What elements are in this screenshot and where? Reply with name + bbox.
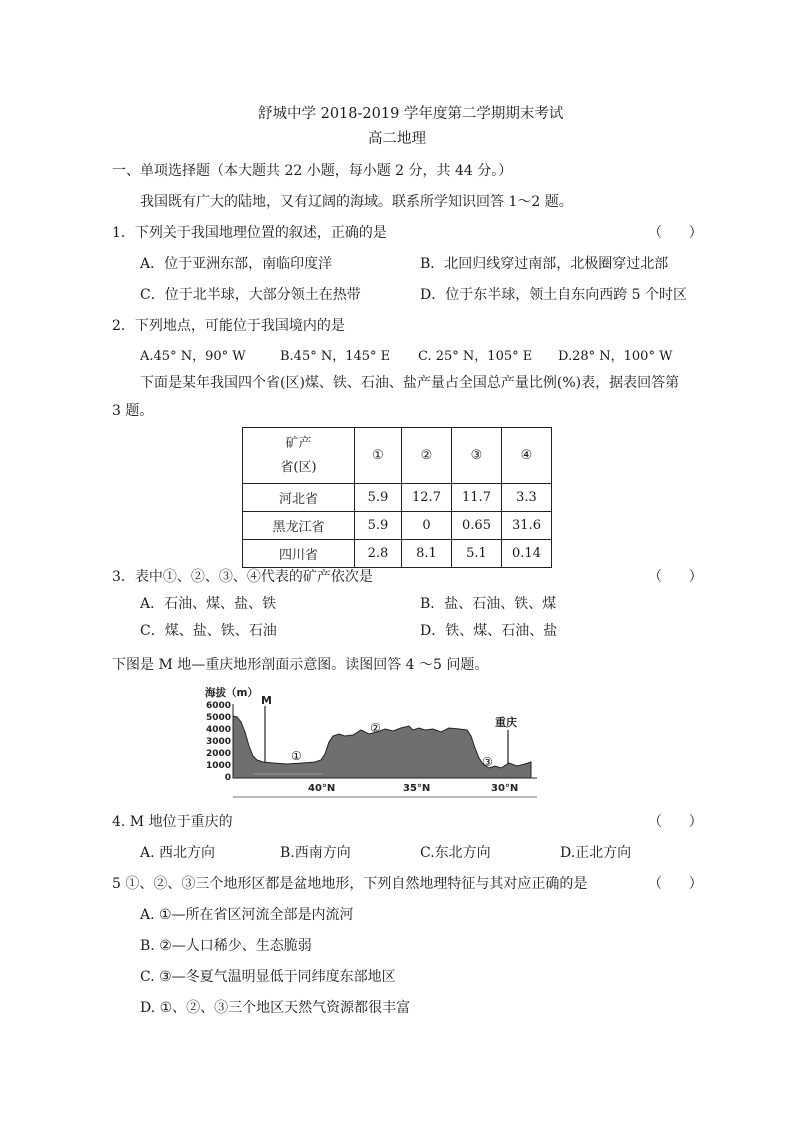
col-header: ④ bbox=[502, 428, 552, 484]
q3-option-b[interactable]: B．盐、石油、铁、煤 bbox=[420, 596, 557, 612]
table-cell: 8.1 bbox=[402, 540, 452, 568]
q4-option-a[interactable]: A. 西北方向 bbox=[140, 845, 216, 861]
table-header-corner bbox=[243, 428, 355, 484]
col-header: ① bbox=[355, 428, 402, 484]
intro-q3-line2: 3 题。 bbox=[112, 403, 154, 419]
region-1-label: ① bbox=[291, 749, 302, 763]
q3-answer-blank[interactable]: （ ） bbox=[648, 569, 703, 585]
q2-option-d[interactable]: D.28° N，100° W bbox=[558, 349, 673, 364]
profile-ytick: 2000 bbox=[205, 749, 231, 759]
q2-option-c[interactable]: C. 25° N，105° E bbox=[418, 349, 533, 364]
table-cell: 3.3 bbox=[502, 484, 552, 512]
col-header: ③ bbox=[452, 428, 502, 484]
q4-answer-blank[interactable]: （ ） bbox=[648, 814, 703, 830]
section-heading: 一、单项选择题（本大题共 22 小题，每小题 2 分，共 44 分。） bbox=[112, 163, 513, 179]
profile-ytick: 3000 bbox=[205, 737, 231, 747]
q3-option-d[interactable]: D．铁、煤、石油、盐 bbox=[420, 623, 558, 639]
q4-option-d[interactable]: D.正北方向 bbox=[560, 845, 632, 861]
ore-production-table bbox=[242, 427, 552, 568]
profile-ytick: 4000 bbox=[205, 725, 231, 735]
profile-label-chongqing: 重庆 bbox=[495, 716, 517, 729]
q3-option-c[interactable]: C．煤、盐、铁、石油 bbox=[140, 623, 277, 639]
q5-answer-blank[interactable]: （ ） bbox=[648, 876, 703, 892]
q4-option-b[interactable]: B.西南方向 bbox=[280, 845, 351, 861]
table-cell: 31.6 bbox=[502, 512, 552, 540]
intro-q1-2: 我国既有广大的陆地，又有辽阔的海域。联系所学知识回答 1～2 题。 bbox=[140, 194, 573, 210]
q3-stem: 3．表中①、②、③、④代表的矿产依次是 bbox=[112, 569, 373, 585]
terrain-profile-figure bbox=[203, 684, 539, 804]
table-row bbox=[243, 512, 552, 540]
q1-option-b[interactable]: B．北回归线穿过南部，北极圈穿过北部 bbox=[420, 256, 669, 272]
profile-xtick: 35°N bbox=[403, 783, 431, 794]
q4-option-c[interactable]: C.东北方向 bbox=[420, 845, 491, 861]
profile-xtick: 30°N bbox=[491, 783, 519, 794]
exam-subtitle: 高二地理 bbox=[368, 131, 426, 147]
profile-ytick: 6000 bbox=[205, 701, 231, 711]
q3-option-a[interactable]: A．石油、煤、盐、铁 bbox=[140, 596, 277, 612]
q1-option-d[interactable]: D．位于东半球，领土自东向西跨 5 个时区 bbox=[420, 287, 688, 303]
table-cell: 5.1 bbox=[452, 540, 502, 568]
q2-option-a[interactable]: A.45° N，90° W bbox=[140, 349, 246, 364]
row-province: 河北省 bbox=[243, 484, 355, 512]
profile-ytick: 5000 bbox=[205, 713, 231, 723]
table-cell: 11.7 bbox=[452, 484, 502, 512]
intro-q3-line1: 下面是某年我国四个省(区)煤、铁、石油、盐产量占全国总产量比例(%)表，据表回答第 bbox=[140, 375, 680, 391]
q5-option-b[interactable]: B. ②—人口稀少、生态脆弱 bbox=[140, 938, 312, 954]
q1-stem: 1．下列关于我国地理位置的叙述，正确的是 bbox=[112, 225, 387, 241]
q2-option-b[interactable]: B.45° N，145° E bbox=[280, 349, 391, 364]
q5-stem: 5 ①、②、③三个地形区都是盆地地形，下列自然地理特征与其对应正确的是 bbox=[112, 876, 588, 892]
profile-ytick: 1000 bbox=[205, 761, 231, 771]
region-2-label: ② bbox=[370, 721, 381, 735]
region-3-label: ③ bbox=[482, 755, 493, 769]
header-province: 省(区) bbox=[280, 459, 317, 475]
q1-option-a[interactable]: A．位于亚洲东部，南临印度洋 bbox=[140, 256, 333, 272]
row-province: 黑龙江省 bbox=[243, 512, 355, 540]
table-cell: 0 bbox=[402, 512, 452, 540]
table-cell: 5.9 bbox=[355, 484, 402, 512]
table-cell: 12.7 bbox=[402, 484, 452, 512]
intro-q4-5: 下图是 M 地—重庆地形剖面示意图。读图回答 4 ～5 问题。 bbox=[112, 657, 489, 673]
table-cell: 0.14 bbox=[502, 540, 552, 568]
table-cell: 0.65 bbox=[452, 512, 502, 540]
profile-ytick: 0 bbox=[224, 773, 231, 783]
table-row bbox=[243, 484, 552, 512]
profile-ylabel: 海拔（m） bbox=[205, 687, 258, 699]
q4-stem: 4. M 地位于重庆的 bbox=[112, 814, 233, 830]
q2-stem: 2．下列地点，可能位于我国境内的是 bbox=[112, 318, 345, 334]
profile-label-m: M bbox=[261, 694, 272, 707]
table-row bbox=[243, 540, 552, 568]
q1-option-c[interactable]: C．位于北半球，大部分领土在热带 bbox=[140, 287, 361, 303]
table-cell: 5.9 bbox=[355, 512, 402, 540]
q5-option-c[interactable]: C. ③—冬夏气温明显低于同纬度东部地区 bbox=[140, 969, 396, 985]
q5-option-d[interactable]: D. ①、②、③三个地区天然气资源都很丰富 bbox=[140, 1000, 411, 1016]
q5-option-a[interactable]: A. ①—所在省区河流全部是内流河 bbox=[140, 907, 354, 923]
exam-title: 舒城中学 2018-2019 学年度第二学期期末考试 bbox=[258, 106, 564, 122]
q1-answer-blank[interactable]: （ ） bbox=[648, 225, 703, 241]
row-province: 四川省 bbox=[243, 540, 355, 568]
profile-xtick: 40°N bbox=[308, 783, 336, 794]
table-cell: 2.8 bbox=[355, 540, 402, 568]
col-header: ② bbox=[402, 428, 452, 484]
header-mineral: 矿产 bbox=[285, 435, 312, 451]
